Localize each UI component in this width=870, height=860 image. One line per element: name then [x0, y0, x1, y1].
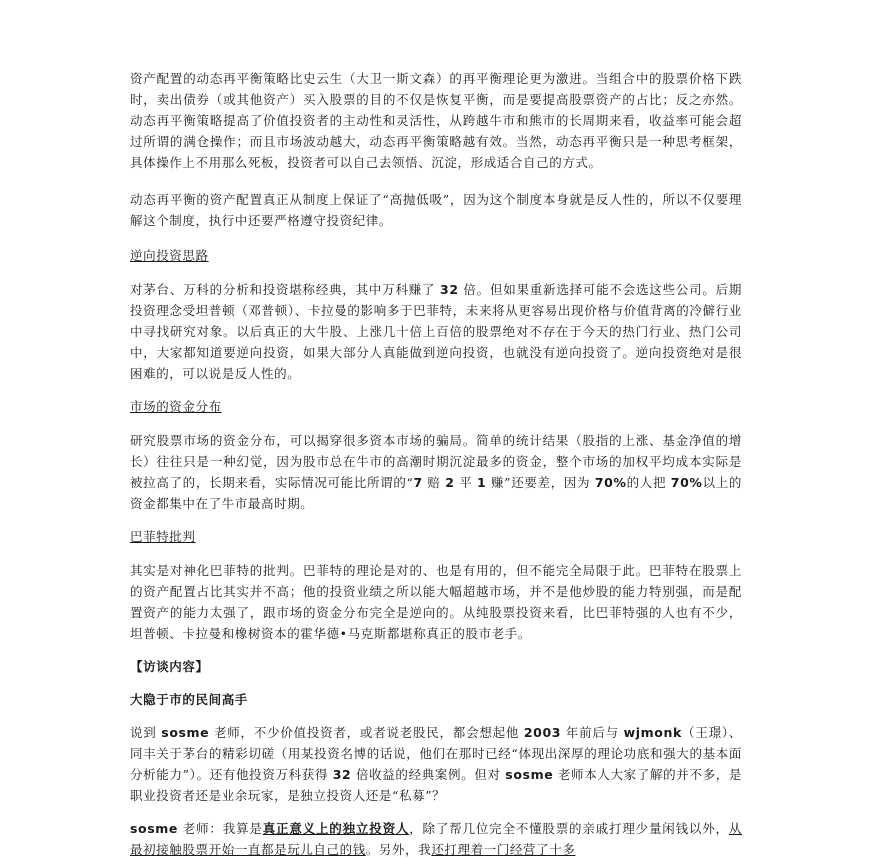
section-heading-contrarian: 逆向投资思路 — [130, 248, 209, 263]
interview-tag: 【访谈内容】 — [130, 659, 209, 674]
paragraph-buy-low-sell-high: 动态再平衡的资产配置真正从制度上保证了“高抛低吸”，因为这个制度本身就是反人性的，所以不仅要理解这个制度，执行中还要严格遵守投资纪律。 — [130, 192, 742, 228]
paragraph-dynamic-rebalancing: 资产配置的动态再平衡策略比史云生（大卫一斯文森）的再平衡理论更为激进。当组合中的股票价格下跌时，卖出债券（或其他资产）买入股票的目的不仅是恢复平衡，而是要提高股票资产的占比；反之亦然。动态再平衡策略提高了价值投资者的主动性和灵活性，从跨越牛市和熊市的长周期来看，收益率可能会超过所谓的满仓操作；而且市场波动越大，动态再平衡策略越有效。当然，动态再平衡只是一种思考框架，具体操作上不用那么死板，投资者可以自己去领悟、沉淀，形成适合自己的方式。 — [130, 71, 742, 170]
interview-subheading: 大隐于市的民间高手 — [130, 692, 248, 707]
paragraph-buffett-critique: 其实是对神化巴菲特的批判。巴菲特的理论是对的、也是有用的，但不能完全局限于此。巴菲特在股票上的资产配置占比其实并不高；他的投资业绩之所以能大幅超越市场，并不是他炒股的能力特别强，而是配置资产的能力太强了，跟市场的资金分布完全是逆向的。从纯股票投资来看，比巴菲特强的人也有不少，坦普顿、卡拉曼和橡树资本的霍华德•马克斯都堪称真正的股市老手。 — [130, 563, 742, 641]
section-heading-buffett-critique: 巴菲特批判 — [130, 529, 196, 544]
paragraph-interview-intro: 说到 sosme 老师，不少价值投资者，或者说老股民，都会想起他 2003 年前后与 wjmonk（王璟）、同丰关于茅台的精彩切磋（用某投资名博的话说，他们在那时已经“体现出深厚的理论功底和强大的基本面分析能力”）。还有他投资万科获得 32 倍收益的经典案例。但对 sosme 老师本人大家了解的并不多，是职业投资者还是业余玩家，是独立投资人还是“私募”？ — [130, 725, 743, 803]
paragraph-interview-answer: sosme 老师：我算是真正意义上的独立投资人，除了帮几位完全不懂股票的亲戚打理少量闲钱以外，从最初接触股票开始一直都是玩儿自己的钱。另外，我还打理着一门经营了十多 — [130, 821, 742, 857]
section-heading-capital-distribution: 市场的资金分布 — [130, 399, 222, 414]
paragraph-capital-distribution: 研究股票市场的资金分布，可以揭穿很多资本市场的骗局。简单的统计结果（股指的上涨、基金净值的增长）往往只是一种幻觉，因为股市总在牛市的高潮时期沉淀最多的资金，整个市场的加权平均成本实际是被拉高了的，长期来看，实际情况可能比所谓的“7 赔 2 平 1 赚”还要差，因为 70%的人把 70%以上的资金都集中在了牛市最高时期。 — [130, 433, 743, 511]
paragraph-contrarian: 对茅台、万科的分析和投资堪称经典，其中万科赚了 32 倍。但如果重新选择可能不会选这些公司。后期投资理念受坦普顿（邓普顿）、卡拉曼的影响多于巴菲特，未来将从更容易出现价格与价值背离的冷僻行业中寻找研究对象。以后真正的大牛股、上涨几十倍上百倍的股票绝对不存在于今天的热门行业、热门公司中，大家都知道要逆向投资，如果大部分人真能做到逆向投资，也就没有逆向投资了。逆向投资绝对是很困难的，可以说是反人性的。 — [130, 282, 742, 381]
